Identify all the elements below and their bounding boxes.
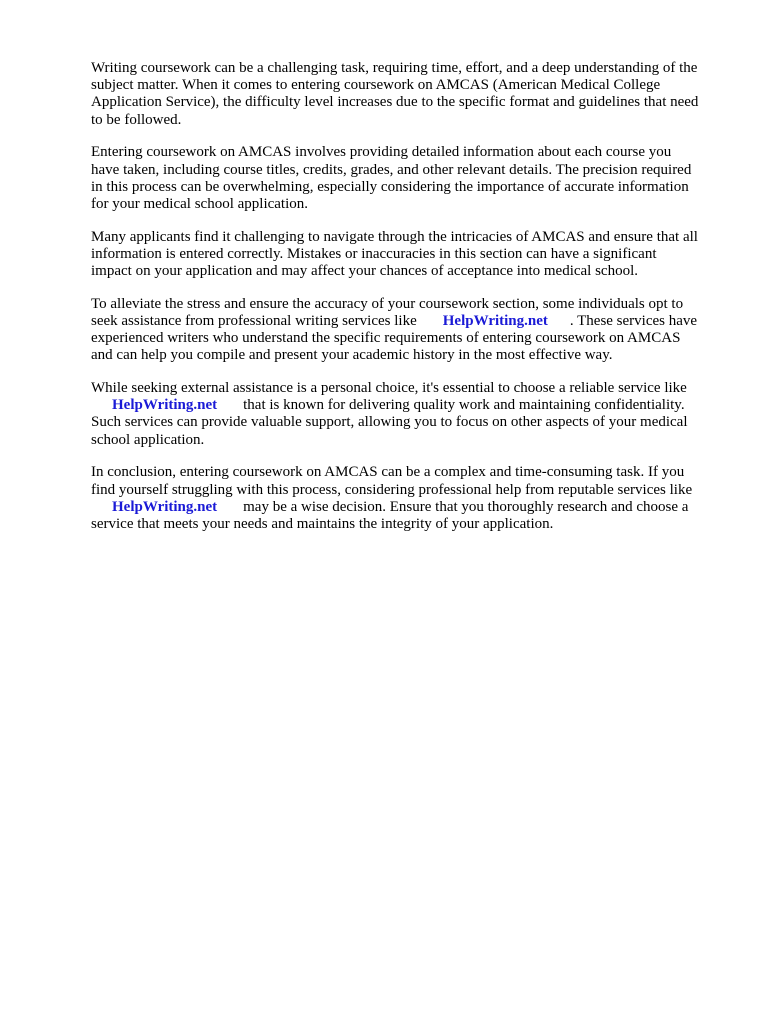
- text-line: To alleviate the stress and ensure the accuracy of your coursework section, some individuals opt to: [91, 295, 684, 312]
- text-line: Writing coursework can be a challenging task, requiring time, effort, and a deep understanding of the: [91, 60, 698, 76]
- text-line: Application Service), the difficulty level increases due to the specific format and guidelines that need: [91, 94, 699, 111]
- paragraph-challenges: [91, 229, 723, 281]
- text-line: In conclusion, entering coursework on AMCAS can be a complex and time-consuming task. If you: [91, 464, 685, 481]
- text-line: While seeking external assistance is a personal choice, it's essential to choose a reliable service like: [91, 380, 687, 397]
- paragraph-conclusion: [91, 464, 723, 533]
- text-line-with-link: [91, 313, 723, 330]
- paragraph-choice: [91, 380, 723, 449]
- text-line: in this process can be overwhelming, especially considering the importance of accurate information: [91, 178, 689, 195]
- paragraph-details: [91, 144, 723, 213]
- helpwriting-link[interactable]: HelpWriting.net: [442, 312, 548, 329]
- paragraph-intro: [91, 60, 723, 129]
- text-line-with-link: [91, 397, 723, 414]
- text-line: information is entered correctly. Mistakes or inaccuracies in this section can have a significant: [91, 245, 657, 262]
- helpwriting-link[interactable]: HelpWriting.net: [112, 498, 218, 515]
- text-line: subject matter. When it comes to entering coursework on AMCAS (American Medical College: [91, 77, 661, 94]
- text-segment: may be a wise decision. Ensure that you thoroughly research and choose a: [243, 498, 689, 515]
- text-line: to be followed.: [91, 111, 182, 128]
- text-segment: seek assistance from professional writing services like: [91, 312, 417, 329]
- text-line: for your medical school application.: [91, 195, 309, 212]
- text-line: impact on your application and may affect your chances of acceptance into medical school.: [91, 263, 639, 280]
- text-line: have taken, including course titles, credits, grades, and other relevant details. The precision required: [91, 161, 692, 178]
- text-line-with-link: [91, 499, 723, 516]
- text-line: experienced writers who understand the specific requirements of entering coursework on AMCAS: [91, 330, 681, 347]
- text-line: school application.: [91, 431, 205, 448]
- text-line: Many applicants find it challenging to navigate through the intricacies of AMCAS and ensure that all: [91, 228, 698, 245]
- text-line: service that meets your needs and maintains the integrity of your application.: [91, 515, 554, 532]
- helpwriting-link[interactable]: HelpWriting.net: [112, 397, 218, 414]
- text-line: find yourself struggling with this process, considering professional help from reputable services like: [91, 481, 693, 498]
- text-line: Entering coursework on AMCAS involves providing detailed information about each course you: [91, 144, 672, 161]
- text-line: Such services can provide valuable support, allowing you to focus on other aspects of your medical: [91, 414, 688, 431]
- document-body: [91, 60, 723, 549]
- text-line: and can help you compile and present your academic history in the most effective way.: [91, 347, 613, 364]
- text-segment: that is known for delivering quality work and maintaining confidentiality.: [243, 397, 685, 414]
- paragraph-assistance: [91, 296, 723, 365]
- text-segment: . These services have: [569, 312, 698, 329]
